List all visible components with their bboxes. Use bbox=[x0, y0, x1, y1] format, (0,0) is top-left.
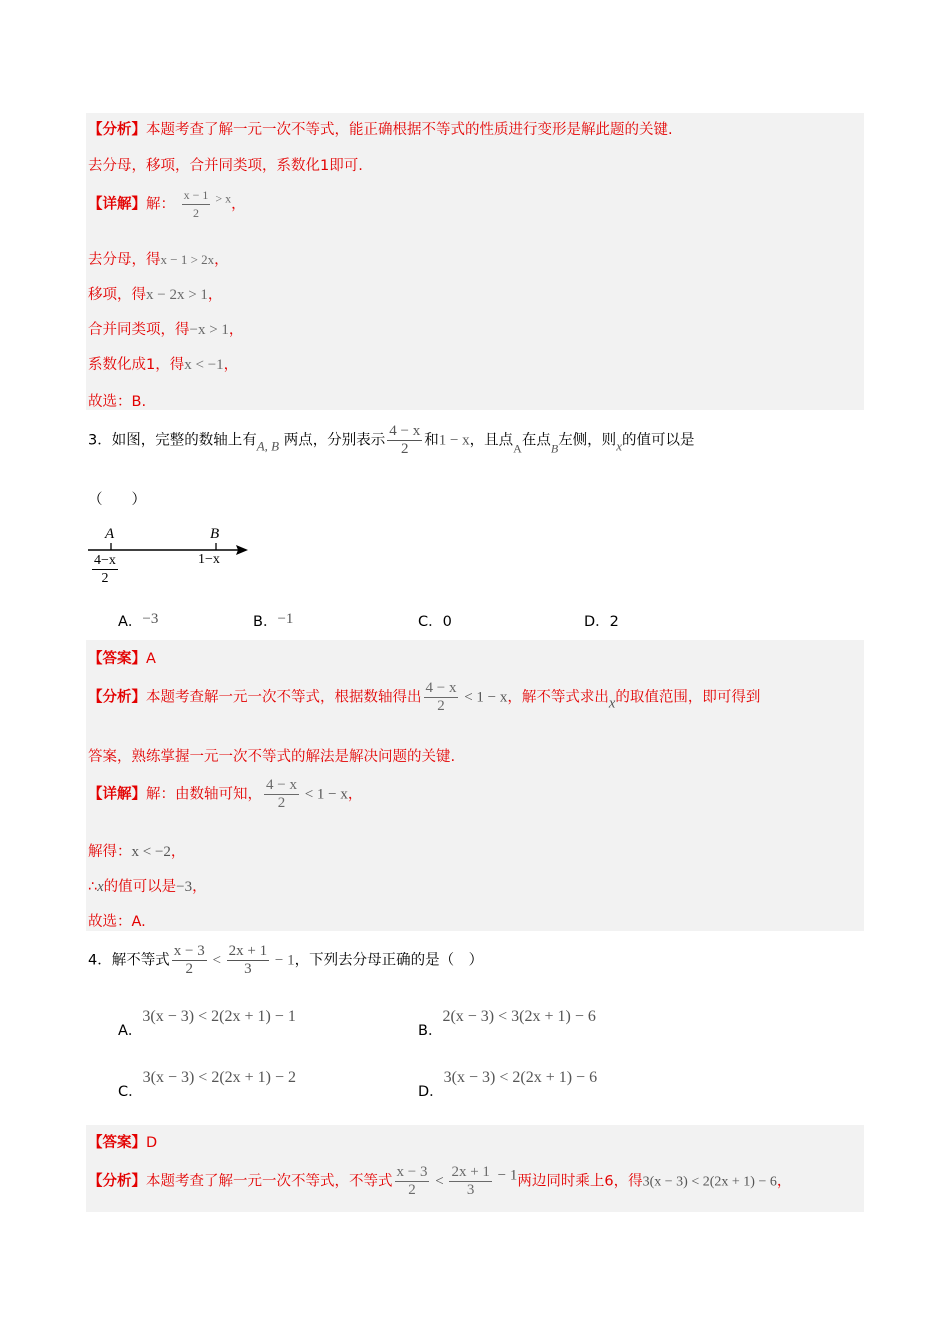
fraction bbox=[227, 944, 269, 977]
question-text: 在点 bbox=[521, 432, 551, 449]
punct: ， bbox=[170, 844, 186, 860]
var-x: x bbox=[608, 695, 616, 712]
option-value: 3(x − 3) < 2(2x + 1) − 2 bbox=[142, 1069, 297, 1086]
option-label: A． bbox=[118, 1023, 143, 1039]
q4-option-c[interactable] bbox=[118, 1069, 296, 1101]
step-label: 移项，得 bbox=[88, 287, 146, 303]
math-expr: < bbox=[208, 952, 225, 969]
point-b: B bbox=[550, 441, 559, 456]
axis-value-a bbox=[92, 553, 118, 586]
punct: ， bbox=[214, 252, 229, 268]
option-label: C． bbox=[118, 1084, 143, 1100]
detail-line-q2 bbox=[88, 188, 246, 221]
fraction-denominator: 2 bbox=[101, 571, 109, 586]
axis-value-b: 1−x bbox=[198, 552, 220, 567]
fraction-denominator: 2 bbox=[437, 698, 445, 714]
option-label: B． bbox=[253, 614, 278, 630]
q4-option-a[interactable] bbox=[118, 1008, 296, 1040]
choose-text: 故选：A. bbox=[88, 914, 146, 930]
fraction-numerator: 2x + 1 bbox=[451, 1164, 490, 1180]
inequality-tail: > x bbox=[212, 191, 232, 206]
answer-tag: 【答案】 bbox=[88, 1135, 146, 1151]
detail-tag: 【详解】 bbox=[88, 786, 146, 803]
analysis-tag: 【分析】 bbox=[88, 1173, 146, 1190]
fraction-denominator: 2 bbox=[193, 206, 199, 220]
punct: ， bbox=[223, 357, 239, 373]
choose-line-q2 bbox=[88, 390, 146, 411]
detail-jie: 解： bbox=[146, 196, 175, 213]
punct: ， bbox=[347, 786, 363, 803]
fraction-numerator: x − 1 bbox=[182, 188, 211, 205]
therefore-value: −3 bbox=[176, 879, 193, 895]
step-math: x − 1 > 2x bbox=[160, 252, 215, 267]
fraction-numerator: 4 − x bbox=[425, 680, 457, 696]
question-text: 4．解不等式 bbox=[88, 952, 170, 969]
q3-option-b[interactable] bbox=[253, 610, 293, 631]
fraction-numerator: 2x + 1 bbox=[228, 943, 268, 959]
fraction-numerator: 4 − x bbox=[389, 423, 421, 439]
fraction bbox=[387, 424, 422, 457]
therefore-line-q3 bbox=[88, 875, 207, 896]
step-label: 去分母，得 bbox=[88, 252, 161, 268]
q4-option-b[interactable] bbox=[418, 1008, 596, 1040]
choose-text: 故选：B. bbox=[88, 394, 147, 410]
question-text: 左侧，则 bbox=[558, 432, 617, 449]
fraction-numerator: 4 − x bbox=[266, 777, 297, 793]
fraction bbox=[449, 1165, 491, 1198]
step-move-terms bbox=[88, 283, 222, 304]
therefore-text: 的值可以是 bbox=[103, 879, 177, 895]
option-label: C． bbox=[418, 614, 443, 630]
question-text: 的值可以是 bbox=[621, 432, 695, 449]
option-value: 3(x − 3) < 2(2x + 1) − 6 bbox=[443, 1069, 598, 1086]
fraction-denominator: 3 bbox=[244, 961, 252, 977]
fraction-numerator: x − 3 bbox=[173, 943, 205, 959]
punct: ， bbox=[228, 322, 244, 338]
question-4-stem bbox=[88, 944, 483, 977]
q3-option-d[interactable] bbox=[584, 610, 619, 631]
solve-math: x < −2 bbox=[131, 844, 171, 860]
step-math: x − 2x > 1 bbox=[146, 287, 208, 303]
detail-text: 解：由数轴可知， bbox=[146, 786, 262, 803]
option-value: 3(x − 3) < 2(2x + 1) − 1 bbox=[142, 1008, 296, 1025]
fraction bbox=[182, 188, 211, 221]
option-value: 2(x − 3) < 3(2x + 1) − 6 bbox=[442, 1008, 596, 1025]
option-label: D． bbox=[584, 614, 610, 630]
step-denominator bbox=[88, 248, 229, 269]
option-value: −3 bbox=[142, 611, 159, 627]
var-x: x bbox=[616, 438, 622, 454]
number-line-figure bbox=[86, 524, 256, 588]
answer-value: A bbox=[146, 651, 156, 667]
fraction bbox=[172, 944, 207, 977]
analysis-text: 两边同时乘上6，得 bbox=[517, 1173, 643, 1190]
fraction-numerator: x − 3 bbox=[396, 1164, 428, 1180]
solve-label: 解得： bbox=[88, 844, 132, 860]
choose-line-q3 bbox=[88, 910, 146, 931]
math-expr: < 1 − x bbox=[300, 786, 348, 803]
answer-line-q4 bbox=[88, 1131, 157, 1152]
math-expr: 3(x − 3) < 2(2x + 1) − 6 bbox=[642, 1174, 777, 1190]
analysis-text: 本题考查解一元一次不等式，根据数轴得出 bbox=[146, 689, 422, 706]
step-combine bbox=[88, 318, 243, 339]
q3-option-a[interactable] bbox=[118, 610, 158, 631]
analysis-line-q3 bbox=[88, 681, 760, 714]
step-label: 合并同类项，得 bbox=[88, 322, 190, 338]
question-3-paren bbox=[88, 488, 146, 509]
fraction-denominator: 2 bbox=[408, 1182, 416, 1198]
point-a: A bbox=[513, 441, 522, 456]
answer-tag: 【答案】 bbox=[88, 651, 146, 667]
analysis-text-2: 答案，熟练掌握一元一次不等式的解法是解决问题的关键. bbox=[88, 749, 456, 765]
axis-label-b: B bbox=[210, 526, 220, 542]
option-value: 0 bbox=[442, 614, 452, 630]
step-math: −x > 1 bbox=[189, 322, 229, 338]
step-coefficient bbox=[88, 353, 238, 374]
fraction-denominator: 3 bbox=[466, 1182, 475, 1198]
solve-line-q3 bbox=[88, 840, 185, 861]
fraction bbox=[395, 1165, 430, 1198]
analysis-text-2: 去分母，移项，合并同类项，系数化1即可. bbox=[88, 158, 363, 174]
fraction-denominator: 2 bbox=[277, 795, 286, 811]
question-3-stem bbox=[88, 424, 694, 457]
option-value: −1 bbox=[277, 611, 294, 627]
q4-option-d[interactable] bbox=[418, 1069, 597, 1101]
fraction-numerator: 4−x bbox=[94, 553, 116, 568]
q3-option-c[interactable] bbox=[418, 610, 452, 631]
analysis-text: 本题考查了解一元一次不等式，不等式 bbox=[146, 1173, 393, 1190]
analysis-tag: 【分析】 bbox=[88, 122, 146, 138]
punct: ， bbox=[192, 879, 207, 895]
detail-line-q3 bbox=[88, 778, 362, 811]
fraction-denominator: 2 bbox=[185, 961, 193, 977]
punct: ， bbox=[231, 196, 246, 213]
point-names: A, B bbox=[256, 438, 280, 454]
question-text: 两点，分别表示 bbox=[283, 432, 386, 449]
option-label: B． bbox=[418, 1023, 443, 1039]
analysis-line-q4 bbox=[88, 1165, 791, 1198]
answer-paren: （ ） bbox=[88, 492, 146, 508]
analysis-text: 本题考查了解一元一次不等式，能正确根据不等式的性质进行变形是解此题的关键. bbox=[146, 122, 673, 138]
math-expr: − 1 bbox=[271, 952, 295, 969]
step-math: x < −1 bbox=[184, 357, 224, 373]
analysis-tag: 【分析】 bbox=[88, 689, 146, 706]
fraction bbox=[264, 778, 299, 811]
answer-line-q3 bbox=[88, 647, 156, 668]
option-label: A． bbox=[118, 614, 143, 630]
question-text: ，且点 bbox=[469, 432, 514, 449]
math-expr: < bbox=[431, 1173, 448, 1190]
math-expr: 1 − x bbox=[438, 432, 470, 449]
analysis-line-q2 bbox=[88, 118, 673, 139]
option-label: D． bbox=[418, 1084, 444, 1100]
analysis-text: 的取值范围，即可得到 bbox=[615, 689, 761, 706]
therefore-icon: ∴ bbox=[88, 879, 98, 895]
question-text: 和 bbox=[424, 432, 439, 449]
question-text: 3．如图，完整的数轴上有 bbox=[88, 432, 257, 449]
analysis-line2-q2 bbox=[88, 154, 363, 175]
analysis-line2-q3 bbox=[88, 745, 455, 766]
var-x: x bbox=[97, 879, 104, 895]
punct: ， bbox=[776, 1173, 792, 1190]
punct: ， bbox=[207, 287, 223, 303]
answer-value: D bbox=[146, 1135, 158, 1151]
fraction-denominator: 2 bbox=[400, 441, 409, 457]
step-label: 系数化成1，得 bbox=[88, 357, 185, 373]
fraction bbox=[424, 681, 459, 714]
math-expr: − 1 bbox=[493, 1167, 518, 1184]
axis-label-a: A bbox=[105, 526, 115, 542]
question-text: ，下列去分母正确的是（ ） bbox=[294, 952, 484, 969]
math-expr: < 1 − x bbox=[460, 689, 508, 706]
option-value: 2 bbox=[609, 614, 619, 630]
analysis-text: ，解不等式求出 bbox=[507, 689, 609, 706]
detail-tag: 【详解】 bbox=[88, 196, 146, 213]
